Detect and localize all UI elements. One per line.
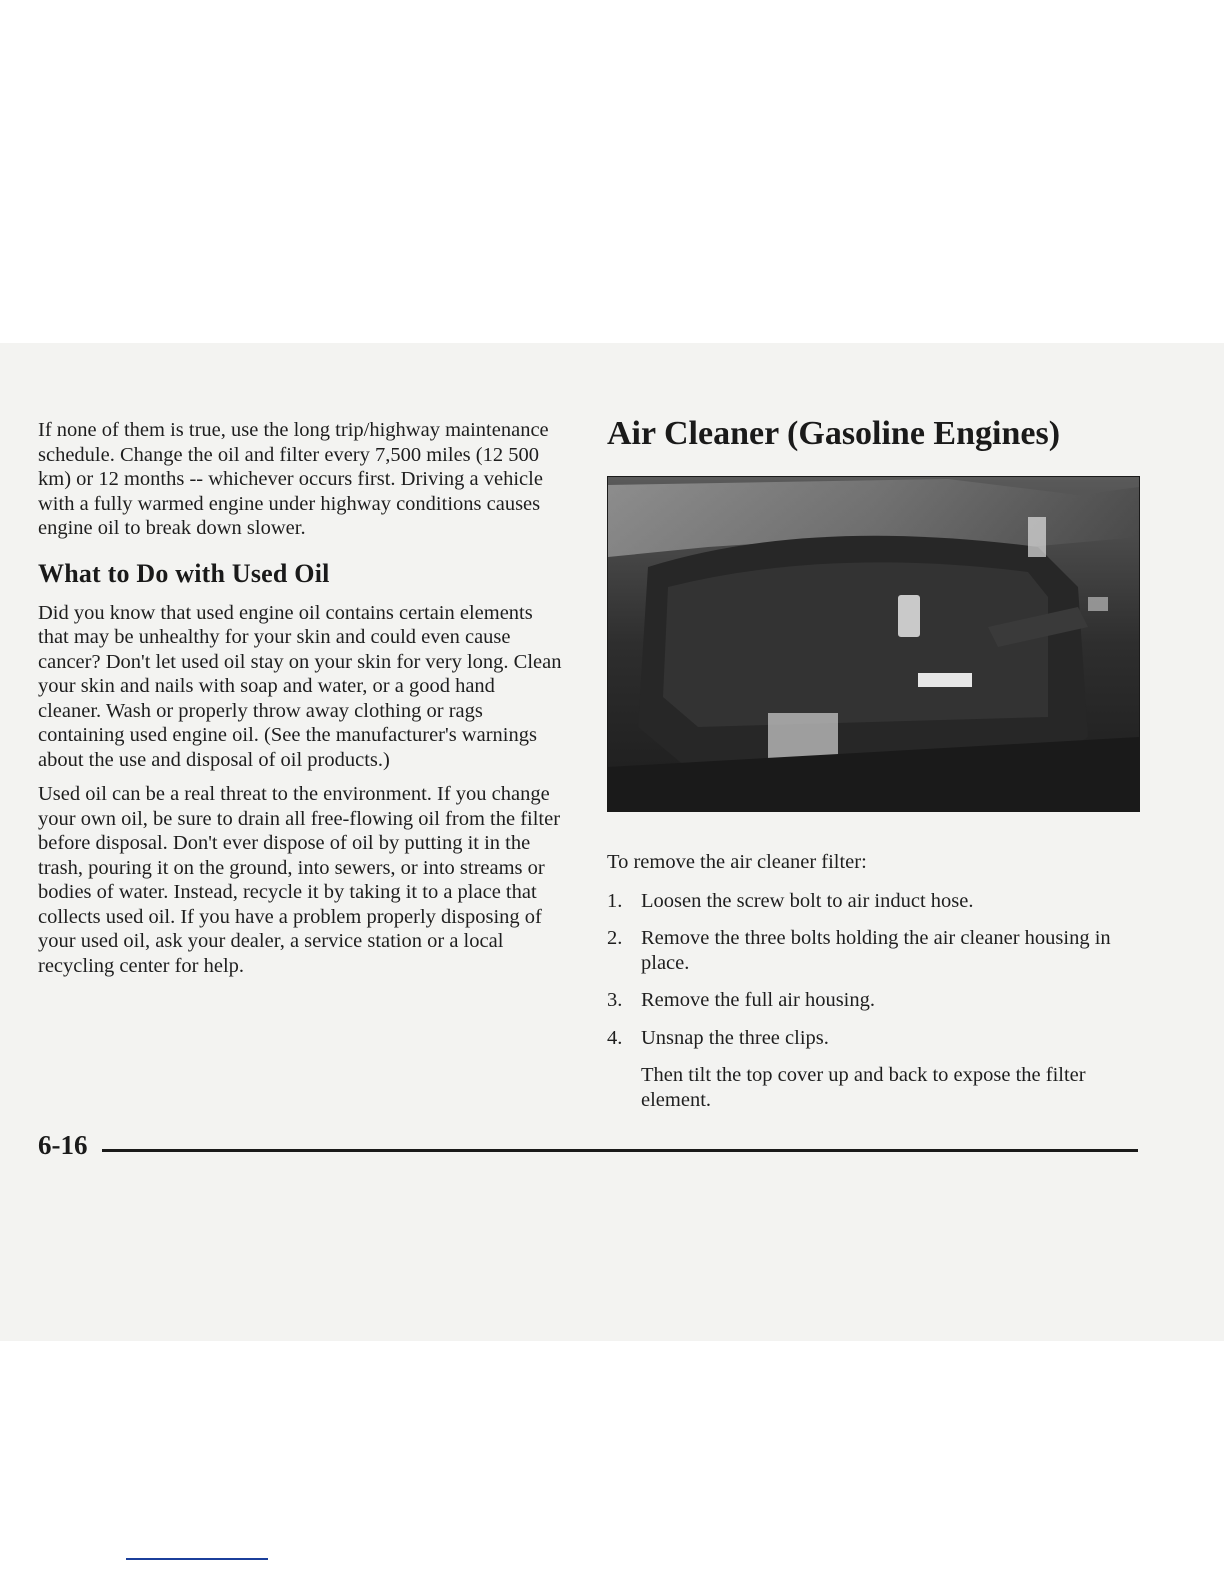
page-footer [38,1130,1138,1170]
list-item [607,1026,1142,1051]
bottom-link-underline [126,1558,268,1560]
section-heading: What to Do with Used Oil [38,558,330,588]
steps-intro: To remove the air cleaner filter: [607,851,867,873]
engine-photo-illustration [608,477,1139,811]
list-item [607,926,1142,975]
page-title: Air Cleaner (Gasoline Engines) [607,415,1061,452]
step-text: Remove the three bolts holding the air cleaner housing in place. [641,927,1111,974]
footer-rule [102,1149,1138,1152]
intro-paragraph: If none of them is true, use the long trip/highway maintenance schedule. Change the oil and filter every 7,500 miles (12 500 km) or 12 months -- whichever occurs first. Driving a vehicle with a fully warmed engine under highway conditions causes engine oil to break down slower. [38,419,549,539]
step-number: 3. [607,989,623,1011]
step-number: 4. [607,1026,623,1049]
step-text: Remove the full air housing. [641,989,875,1011]
after-steps-note: Then tilt the top cover up and back to expose the filter element. [641,1064,1086,1111]
step-text: Unsnap the three clips. [641,1026,829,1049]
right-column [607,415,1142,1112]
list-item [607,889,1142,914]
step-number: 2. [607,927,623,949]
used-oil-paragraph-2: Used oil can be a real threat to the environment. If you change your own oil, be sure to drain all free-flowing oil from the filter before disposal. Don't ever dispose of oil by putting it in the trash, pouring it on the ground, into sewers, or into streams or bodies of water. Instead, recycle it by taking it to a place that collects used oil. If you have a problem properly disposing of your used oil, ask your dealer, a service station or a local recycling center for help. [38,783,561,977]
used-oil-paragraph-1: Did you know that used engine oil contains certain elements that may be unhealthy for your skin and could even cause cancer? Don't let used oil stay on your skin for very long. Clean your skin and nails with soap and water, or a good hand cleaner. Wash or properly throw away clothing or rags containing used engine oil. (See the manufacturer's warnings about the use and disposal of oil products.) [38,601,562,771]
page-number: 6-16 [38,1130,88,1160]
air-cleaner-photo [607,476,1140,812]
step-number: 1. [607,889,623,912]
left-column [38,418,563,978]
list-item [607,988,1142,1013]
steps-list [607,889,1142,1051]
step-text: Loosen the screw bolt to air induct hose. [641,889,974,912]
